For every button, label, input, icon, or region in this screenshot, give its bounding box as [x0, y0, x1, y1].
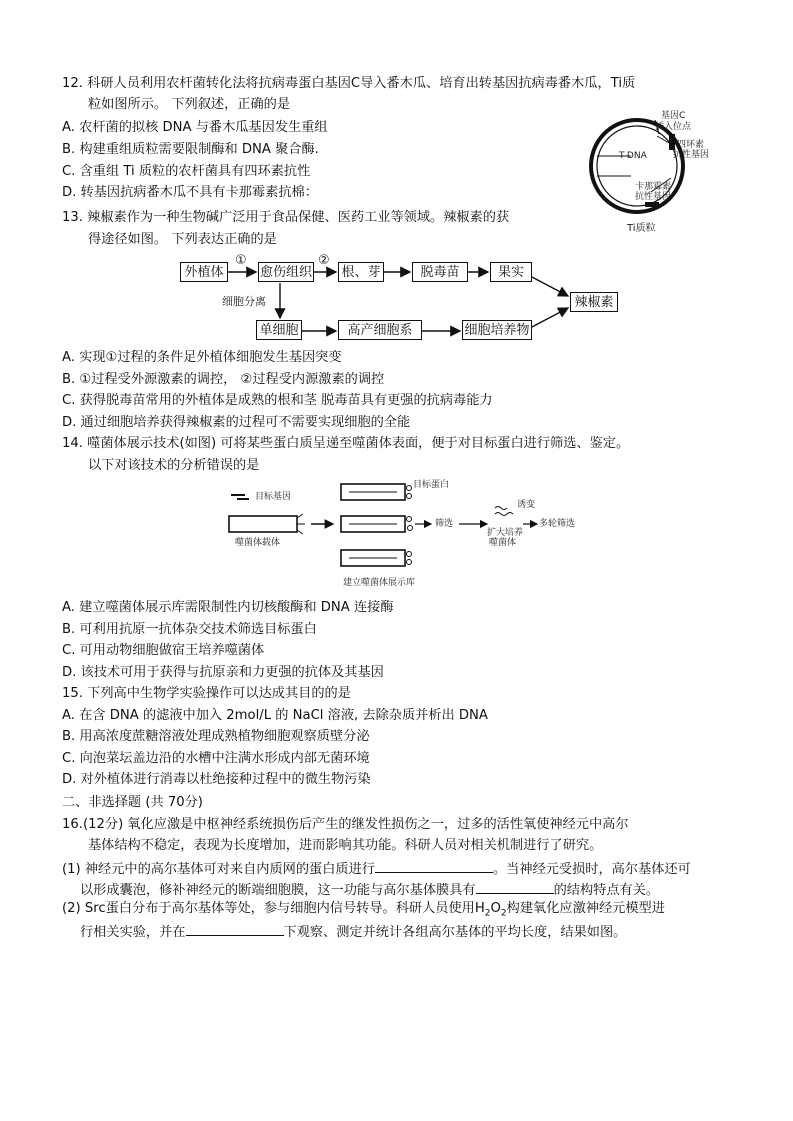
q16-part1-text-a: (1) 神经元中的高尔基体可对来自内质网的蛋白质进行 — [62, 862, 375, 877]
q13-option-c: C. 获得脱毒苗常用的外植体是成熟的根和茎 脱毒苗具有更强的抗病毒能力 — [62, 393, 493, 408]
q16-blank-2[interactable] — [476, 879, 554, 894]
label-tet1: 四环素 — [677, 140, 705, 150]
q15-option-a: A. 在含 DNA 的滤液中加入 2mol/L 的 NaCl 溶液, 去除杂质并析出 DNA — [62, 708, 488, 723]
q12-option-a: A. 农杆菌的拟核 DNA 与番木瓜基因发生重组 — [62, 120, 328, 135]
q12-option-b: B. 构建重组质粒需要限制酶和 DNA 聚合酶. — [62, 142, 319, 157]
box-high-line: 高产细胞系 — [338, 320, 422, 340]
box-capsaicin: 辣椒素 — [570, 292, 618, 312]
box-virusfree: 脱毒苗 — [412, 262, 468, 282]
label-tdna: T-DNA — [619, 151, 647, 161]
h2o2-sub-2: 2 — [500, 908, 507, 919]
label-expand2: 噬菌体 — [489, 538, 517, 548]
q14-stem-line2: 以下对该技术的分析错误的是 — [88, 458, 260, 473]
label-library: 建立噬菌体展示库 — [343, 578, 416, 588]
q16-part2-line2 — [80, 921, 626, 942]
q16-line1: 16.(12分) 氧化应激是中枢神经系统损伤后产生的继发性损伤之一，过多的活性氧使神经元中高尔 — [62, 817, 629, 832]
q14-option-d: D. 该技术可用于获得与抗原亲和力更强的抗体及其基因 — [62, 665, 384, 680]
q16-part2-text-b: 构建氧化应激神经元模型进 — [506, 901, 665, 916]
q15-option-c: C. 向泡菜坛盖边沿的水槽中注满水形成内部无菌环境 — [62, 751, 370, 766]
q16-part2-text-d: 下观察、测定并统计各组高尔基体的平均长度，结果如图。 — [283, 925, 627, 940]
q16-part1-line1 — [62, 858, 691, 879]
q14-stem-line1: 14. 噬菌体展示技术(如图) 可将某些蛋白质呈递至噬菌体表面，便于对目标蛋白进行筛选、鉴定。 — [62, 436, 630, 451]
label-gene-c: 基因C — [661, 111, 686, 121]
q15-option-b: B. 用高浓度蔗糖溶液处理成熟植物细胞观察质壁分泌 — [62, 729, 370, 744]
label-step2: ② — [318, 253, 330, 268]
label-target-gene: 目标基因 — [255, 492, 292, 502]
box-culture: 细胞培养物 — [462, 320, 532, 340]
label-mutation: 诱变 — [517, 500, 536, 510]
box-callus: 愈伤组织 — [258, 262, 314, 282]
q13-stem-line1: 13. 辣椒素作为一种生物碱广泛用于食品保健、医药工业等领域。辣椒素的获 — [62, 210, 510, 225]
label-screen: 筛选 — [435, 519, 454, 529]
q16-line2: 基体结构不稳定，表现为长度增加，进而影响其功能。科研人员对相关机制进行了研究。 — [88, 838, 603, 853]
label-multi-screen: 多轮筛选 — [539, 519, 576, 529]
q16-part1-text-b: 。当神经元受损时，高尔基体还可 — [493, 862, 691, 877]
q13-option-d: D. 通过细胞培养获得辣椒素的过程可不需要实现细胞的全能 — [62, 415, 411, 430]
h2o2-o: O — [490, 901, 501, 916]
q12-stem-line2: 粒如图所示。 下列叙述，正确的是 — [88, 97, 291, 112]
q14-option-b: B. 可利用抗原一抗体杂交技术筛选目标蛋白 — [62, 622, 317, 637]
label-tet2: 抗性基因 — [673, 150, 710, 160]
q12-option-d: D. 转基因抗病番木瓜不具有卡那霉素抗棉： — [62, 185, 318, 200]
q15-option-d: D. 对外植体进行消毒以杜绝接种过程中的微生物污染 — [62, 772, 371, 787]
q13-stem-line2: 得途径如图。 下列表达正确的是 — [88, 232, 277, 247]
q13-option-b: B. ①过程受外源激素的调控， ②过程受内源激素的调控 — [62, 372, 385, 387]
capsaicin-flowchart — [170, 254, 620, 346]
q15-stem: 15. 下列高中生物学实验操作可以达成其目的的是 — [62, 686, 351, 701]
label-expand1: 扩大培养 — [487, 528, 524, 538]
label-ti-caption: Ti质粒 — [627, 223, 656, 234]
q12-stem-line1: 12. 科研人员利用农杆菌转化法将抗病毒蛋白基因C导入番木瓜、培育出转基因抗病毒番木瓜，Ti质 — [62, 76, 636, 91]
label-kan2: 抗性基因 — [635, 192, 672, 202]
q16-part1-text-d: 的结构特点有关。 — [553, 883, 660, 898]
q14-option-c: C. 可用动物细胞做宿王培养噬菌体 — [62, 643, 265, 658]
box-explant: 外植体 — [180, 262, 228, 282]
label-cell-separation: 细胞分离 — [222, 295, 266, 308]
phage-display-figure — [225, 478, 585, 596]
q16-part1-line2 — [80, 879, 659, 900]
q14-option-a: A. 建立噬菌体展示库需限制性内切核酸酶和 DNA 连接酶 — [62, 600, 394, 615]
ti-plasmid-figure — [585, 108, 710, 236]
label-phage-vector: 噬菌体载体 — [235, 538, 281, 548]
q13-option-a: A. 实现①过程的条件足外植体细胞发生基因突变 — [62, 350, 342, 365]
q16-blank-3[interactable] — [186, 921, 284, 936]
q16-part2-text-c: 行相关实验，并在 — [80, 925, 186, 940]
q16-part2-text-a: (2) Src蛋白分布于高尔基体等处，参与细胞内信号转导。科研人员使用H — [62, 901, 485, 916]
q12-option-c: C. 含重组 Ti 质粒的农杆菌具有四环素抗性 — [62, 164, 311, 179]
label-target-protein: 目标蛋白 — [413, 480, 450, 490]
q16-blank-1[interactable] — [375, 858, 493, 873]
label-insert-pos: 插入位点 — [655, 122, 692, 132]
q16-part2-line1 — [62, 900, 665, 923]
label-step1: ① — [235, 253, 247, 268]
box-single-cell: 单细胞 — [256, 320, 302, 340]
section-2-heading: 二、非选择题 (共 70分) — [62, 795, 203, 810]
box-roots: 根、芽 — [338, 262, 384, 282]
h2o2-sub-1: 2 — [484, 908, 491, 919]
label-kan1: 卡那霉素 — [635, 182, 672, 192]
q16-part1-text-c: 以形成囊泡，修补神经元的断端细胞膜，这一功能与高尔基体膜具有 — [80, 883, 476, 898]
box-fruit: 果实 — [490, 262, 532, 282]
